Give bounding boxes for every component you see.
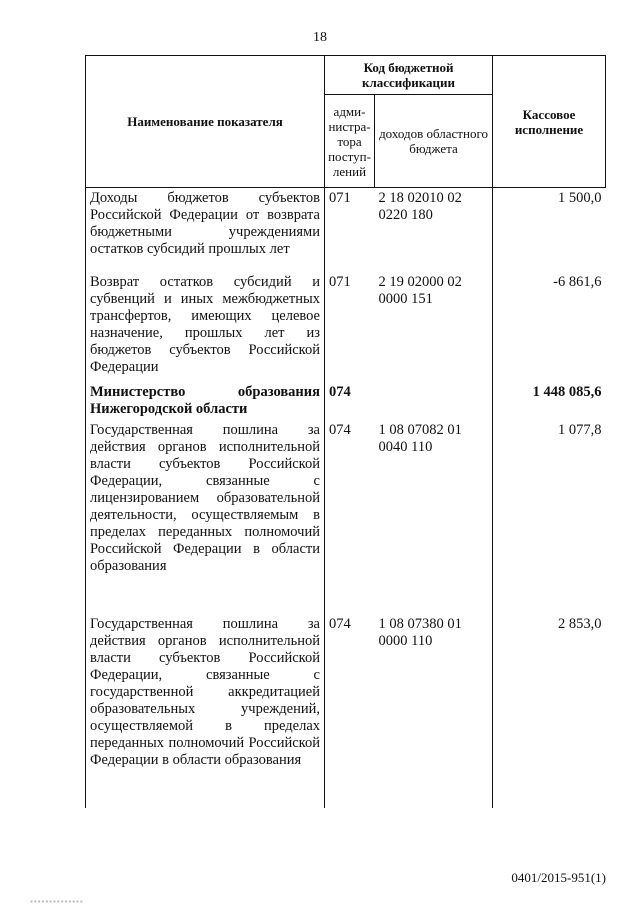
row-income-code — [375, 382, 493, 420]
table-row — [86, 382, 606, 420]
row-amount: 1 500,0 — [493, 188, 606, 273]
table-row — [86, 272, 606, 382]
header-admin: адми-нистра-тора поступ-лений — [325, 95, 375, 188]
header-execution: Кассовое исполнение — [493, 56, 606, 188]
row-amount: -6 861,6 — [493, 272, 606, 382]
row-admin-code: 074 — [329, 384, 351, 400]
row-name: Государственная пошлина за действия органов исполнительной власти субъектов Российской Федерации, связанные с лицензированием образовательной деятельности, осуществляемым в пределах переданных полномочий Российской Федерации в области образования — [86, 420, 325, 614]
row-amount: 2 853,0 — [493, 614, 606, 808]
row-name: Государственная пошлина за действия органов исполнительной власти субъектов Российской Федерации, связанные с государственной аккредитацией образовательных учреждений, осуществляемой в пределах переданных полномочий Российской Федерации в области образования — [86, 614, 325, 808]
row-admin-code: 074 — [329, 422, 351, 438]
row-amount: 1 448 085,6 — [493, 382, 606, 420]
row-amount: 1 077,8 — [493, 420, 606, 614]
row-income-code: 2 18 02010 02 0220 180 — [378, 190, 462, 223]
page-number: 18 — [313, 30, 327, 45]
row-income-code: 2 19 02000 02 0000 151 — [378, 274, 462, 307]
row-admin-code: 071 — [329, 274, 351, 290]
header-code-group: Код бюджетной классификации — [325, 56, 493, 95]
row-admin-code: 071 — [329, 190, 351, 206]
table-row — [86, 614, 606, 808]
row-income-code: 1 08 07380 01 0000 110 — [378, 616, 462, 649]
row-income-code: 1 08 07082 01 0040 110 — [378, 422, 462, 455]
row-name: Возврат остатков субсидий и субвенций и иных межбюджетных трансфертов, имеющих целевое назначение, прошлых лет из бюджетов субъектов Российской Федерации — [86, 272, 325, 382]
row-admin-code: 074 — [329, 616, 351, 632]
budget-table — [85, 55, 606, 808]
scan-mark: ▪▪▪▪▪▪▪▪▪▪▪▪▪▪ — [30, 897, 84, 906]
header-name: Наименование показателя — [86, 56, 325, 188]
header-income: доходов областного бюджета — [375, 95, 493, 188]
table-row — [86, 188, 606, 273]
document-code: 0401/2015-951(1) — [511, 870, 606, 885]
table-row — [86, 420, 606, 614]
row-name: Министерство образования Нижегородской области — [86, 382, 325, 420]
row-name: Доходы бюджетов субъектов Российской Федерации от возврата бюджетными учреждениями остатков субсидий прошлых лет — [86, 188, 325, 273]
